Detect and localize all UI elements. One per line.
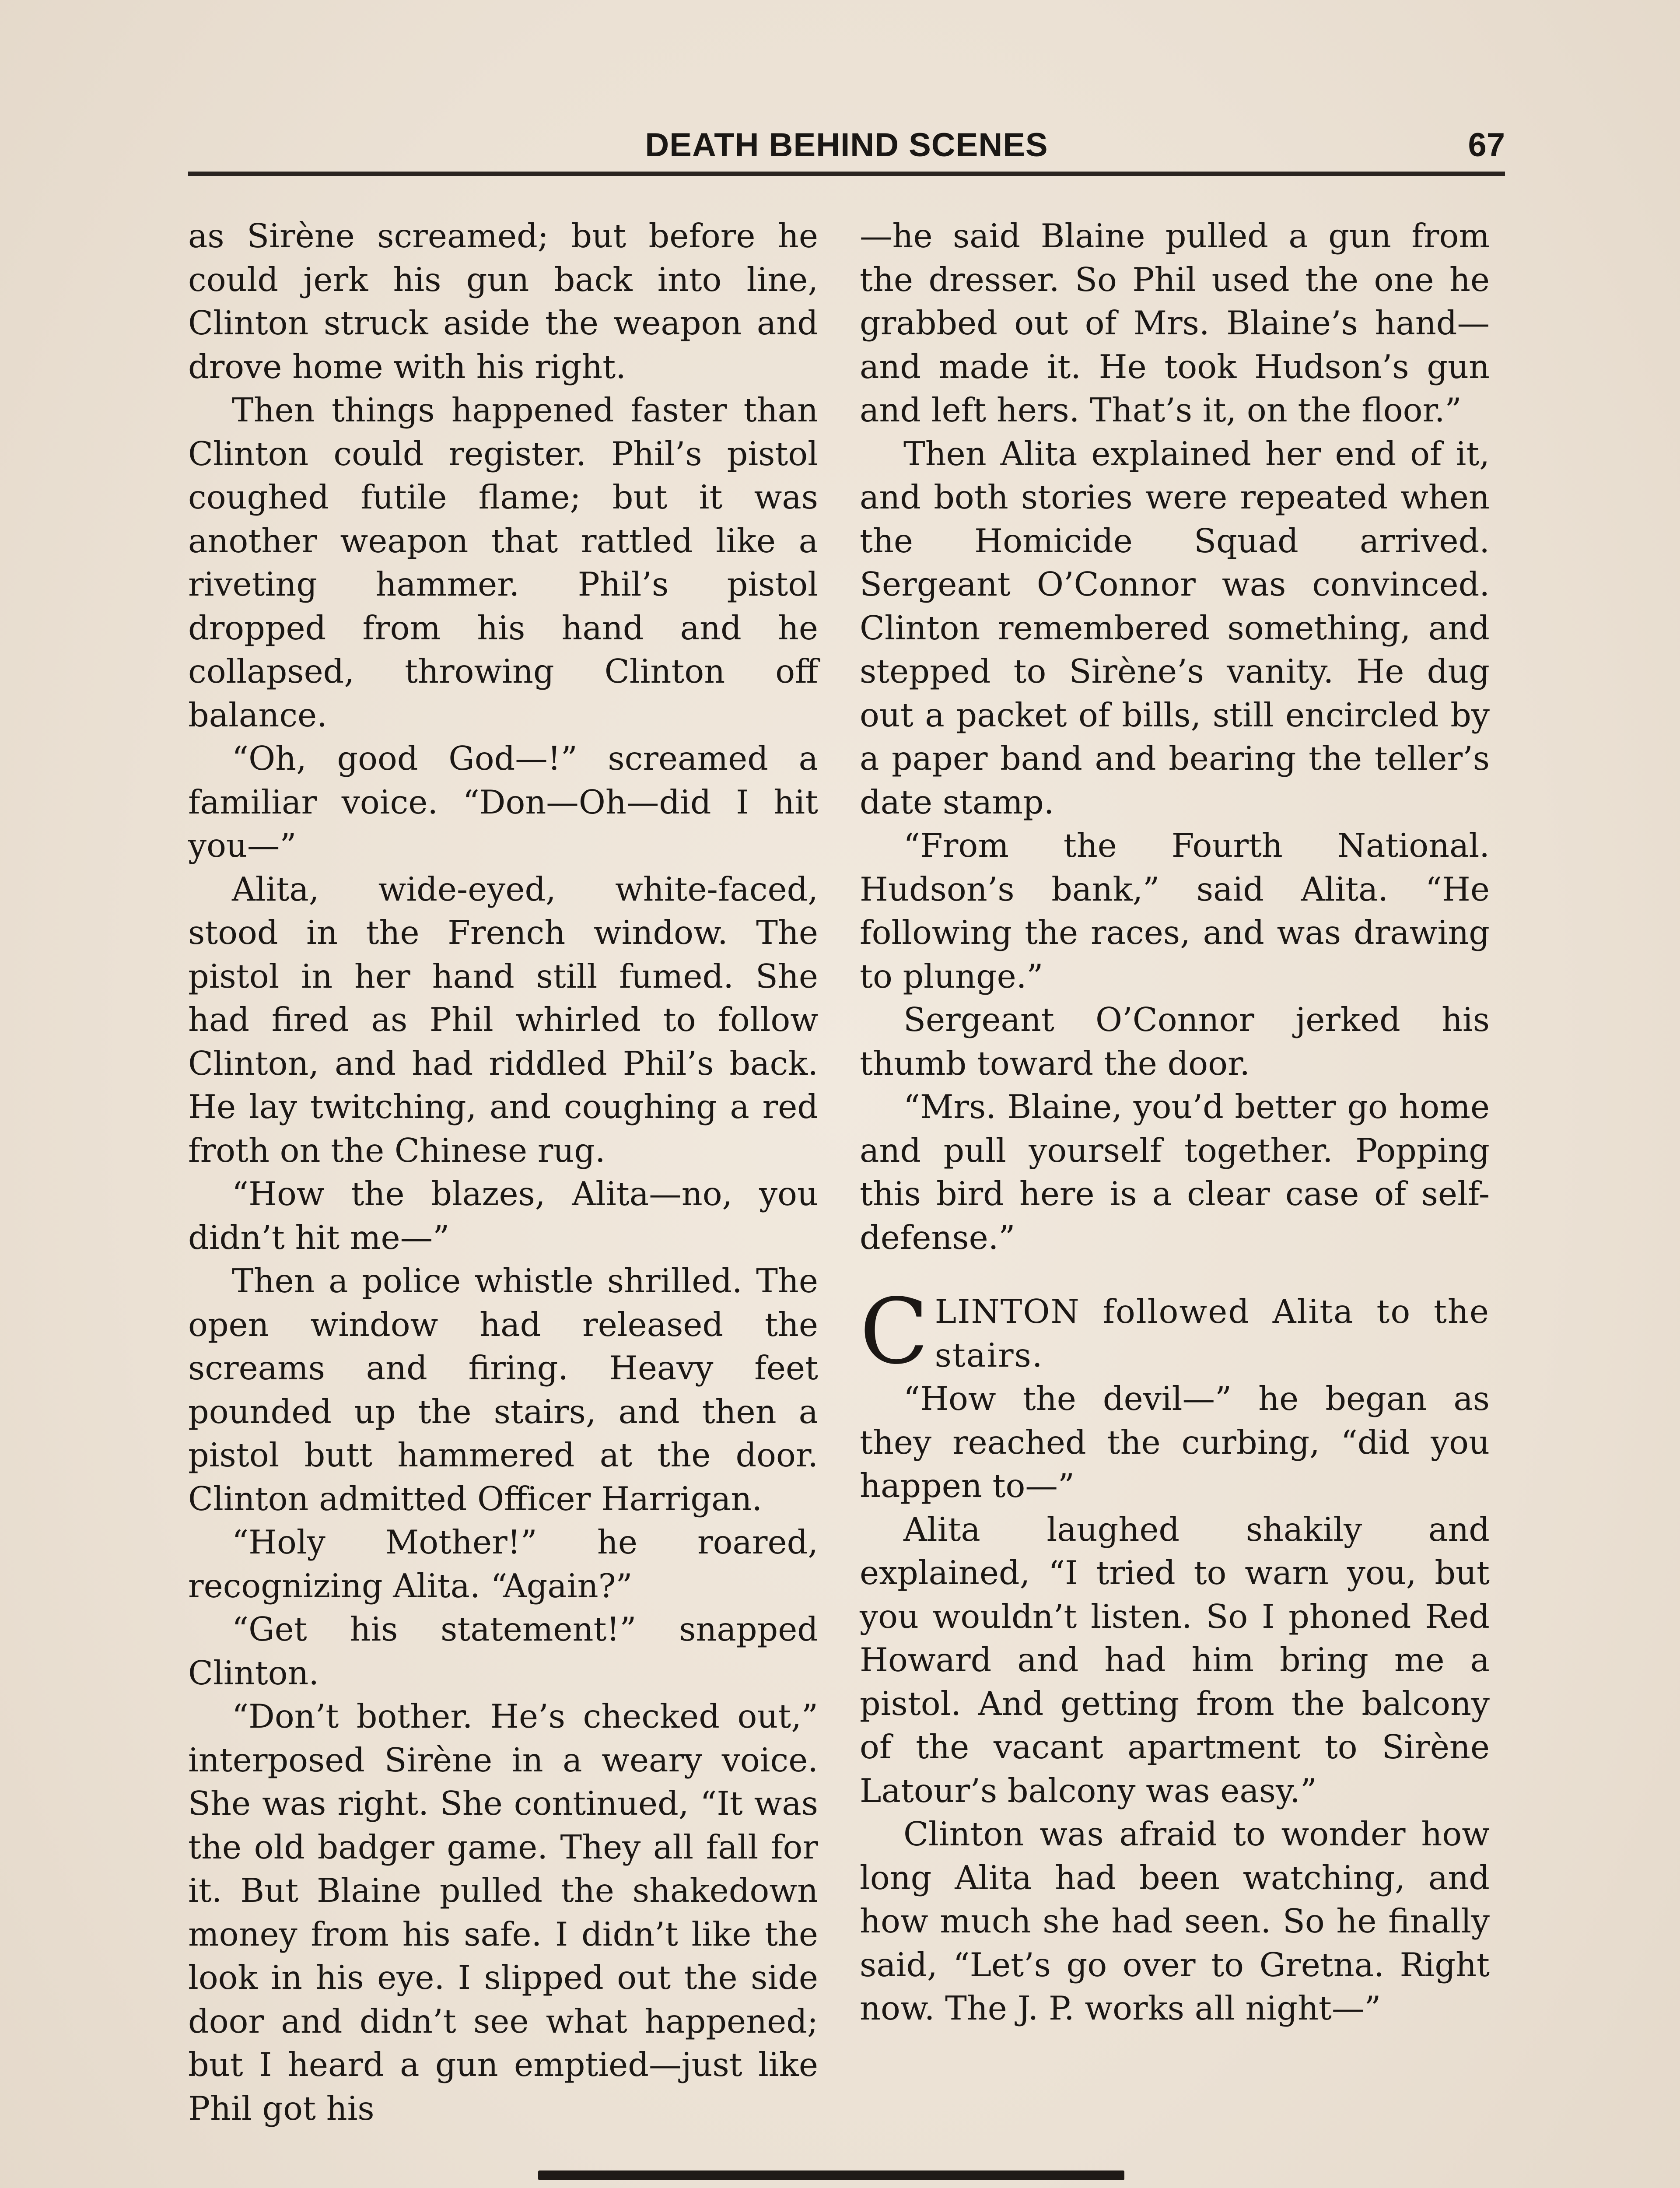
section-break [860, 1259, 1490, 1290]
drop-cap: C [860, 1279, 929, 1384]
paragraph: “How the devil—” he began as they reached the curbing, “did you happen to—” [860, 1380, 1490, 1505]
paragraph: “Get his statement!” snapped Clinton. [188, 1610, 818, 1692]
paragraph: Then Alita explained her end of it, and both stories were repeated when the Homicide Squad arrived. Sergeant O’Connor was convinced. Clinton remembered something, and stepped to Sirène’s vanity. He dug out a packet of bills, still encircled by a paper band and bearing the teller’s date stamp. [860, 435, 1490, 821]
paragraph: Clinton was afraid to wonder how long Alita had been watching, and how much she had seen. So he finally said, “Let’s go over to Gretna. Right now. The J. P. works all night—” [860, 1815, 1490, 2027]
section-opening-text: LINTON followed Alita to the stairs. [934, 1293, 1490, 1375]
right-column [860, 214, 1490, 2030]
paragraph: Alita laughed shakily and explained, “I tried to warn you, but you wouldn’t listen. So I phoned Red Howard and had him bring me a pistol. And getting from the balcony of the vacant apartment to Sirène Latour’s balcony was easy.” [860, 1510, 1490, 1810]
paragraph: as Sirène screamed; but before he could jerk his gun back into line, Clinton struck aside the weapon and drove home with his right. [188, 217, 818, 386]
section-opening-paragraph [860, 1279, 1490, 1384]
running-title: DEATH BEHIND SCENES [645, 126, 1048, 164]
paragraph: “Holy Mother!” he roared, recognizing Alita. “Again?” [188, 1523, 818, 1605]
paragraph: “Oh, good God—!” screamed a familiar voice. “Don—Oh—did I hit you—” [188, 740, 818, 865]
paragraph: “Mrs. Blaine, you’d better go home and pull yourself together. Popping this bird here is a clear case of self-defense.” [860, 1088, 1490, 1257]
end-of-story-rule [538, 2170, 1124, 2180]
paragraph: “How the blazes, Alita—no, you didn’t hit me—” [188, 1175, 818, 1257]
page-header [188, 123, 1505, 172]
paragraph: “From the Fourth National. Hudson’s bank,” said Alita. “He following the races, and was drawing to plunge.” [860, 827, 1490, 996]
page-number: 67 [1468, 126, 1505, 164]
paragraph: “Don’t bother. He’s checked out,” interposed Sirène in a weary voice. She was right. She continued, “It was the old badger game. They all fall for it. But Blaine pulled the shakedown money from his safe. I didn’t like the look in his eye. I slipped out the side door and didn’t see what happened; but I heard a gun emptied—just like Phil got his [188, 1697, 818, 2128]
paragraph: Then a police whistle shrilled. The open window had released the screams and firing. Heavy feet pounded up the stairs, and then a pistol butt hammered at the door. Clinton admitted Officer Harrigan. [188, 1262, 818, 1518]
paragraph: —he said Blaine pulled a gun from the dresser. So Phil used the one he grabbed out of Mrs. Blaine’s hand—and made it. He took Hudson’s gun and left hers. That’s it, on the floor.” [860, 217, 1490, 429]
header-rule [188, 172, 1505, 176]
paragraph: Then things happened faster than Clinton could register. Phil’s pistol coughed futile flame; but it was another weapon that rattled like a riveting hammer. Phil’s pistol dropped from his hand and he collapsed, throwing Clinton off balance. [188, 391, 818, 734]
paragraph: Sergeant O’Connor jerked his thumb toward the door. [860, 1001, 1490, 1083]
left-column [188, 214, 818, 2130]
paragraph: Alita, wide-eyed, white-faced, stood in the French window. The pistol in her hand still fumed. She had fired as Phil whirled to follow Clinton, and had riddled Phil’s back. He lay twitching, and coughing a red froth on the Chinese rug. [188, 870, 818, 1170]
